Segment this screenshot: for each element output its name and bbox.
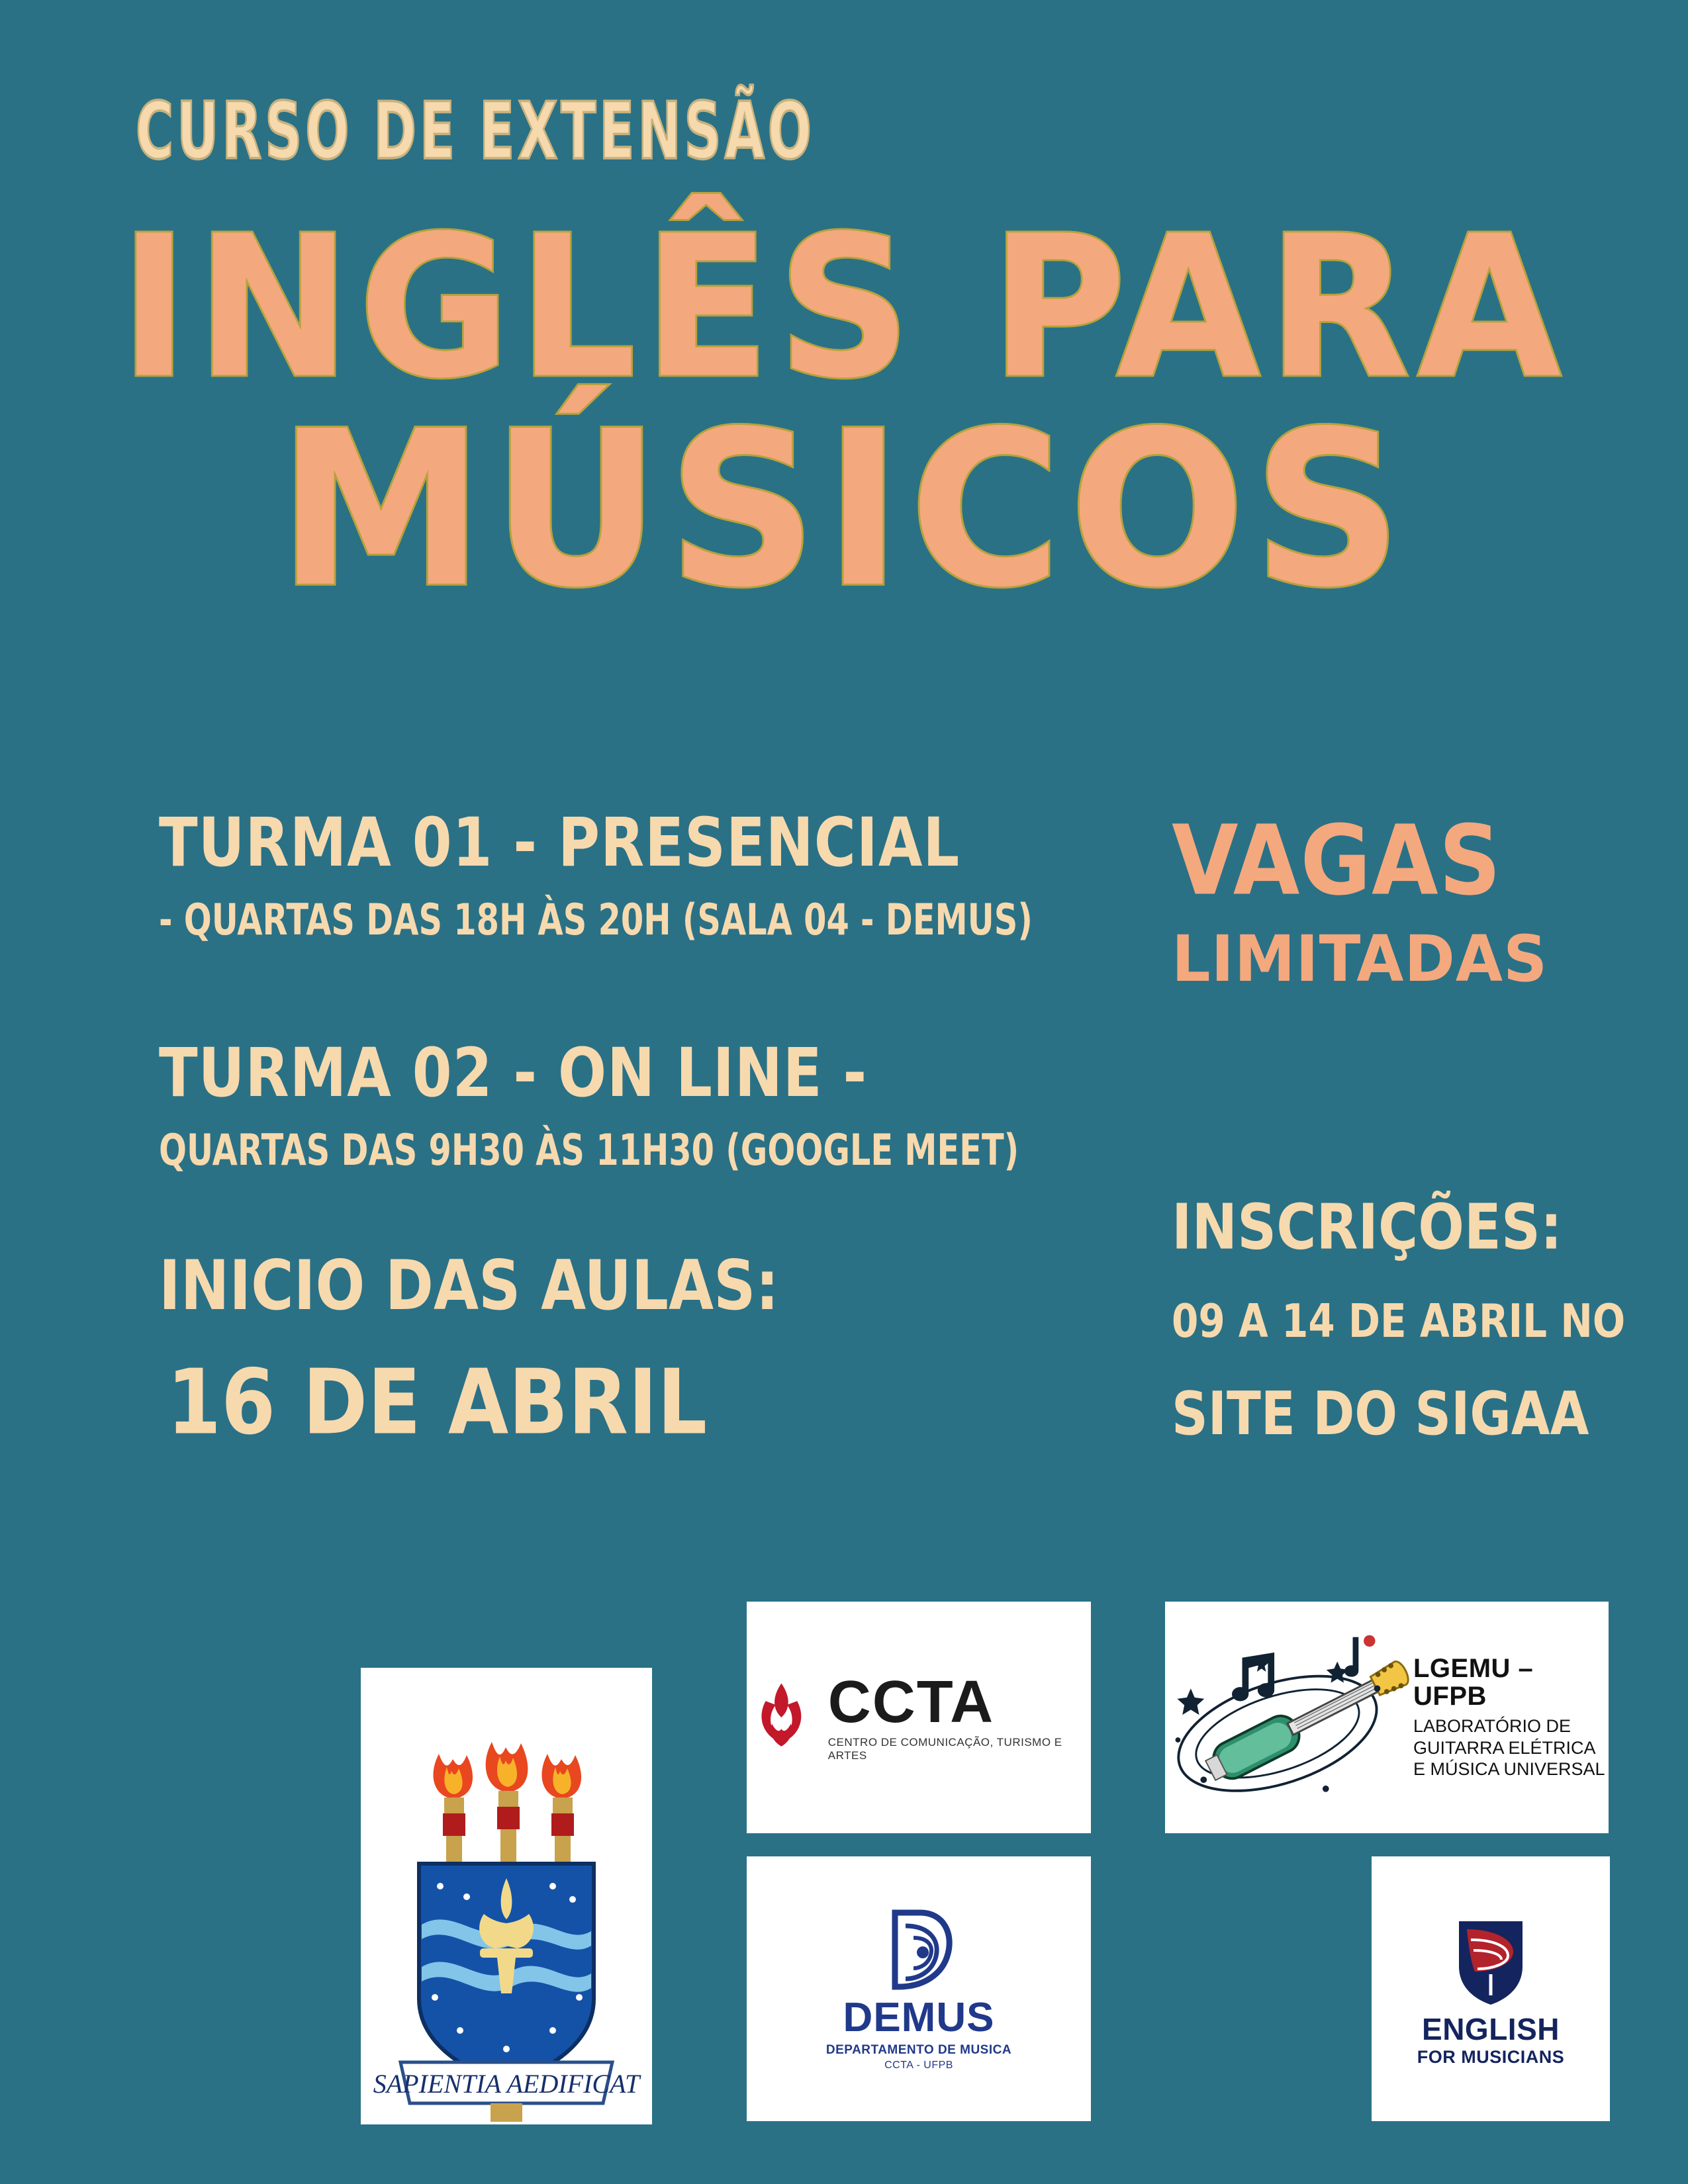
lgemu-guitar-orbit-icon [1165,1608,1409,1827]
title-line-2: MÚSICOS [278,385,1410,635]
course-kicker: CURSO DE EXTENSÃO [136,86,815,177]
turma-02-heading: TURMA 02 - ON LINE - [159,1034,868,1113]
start-label: INICIO DAS AULAS: [159,1245,779,1326]
poster-title [0,193,1688,635]
registration-dates: 09 A 14 DE ABRIL NO [1172,1294,1626,1348]
demus-institution: CCTA - UFPB [884,2060,953,2071]
demus-department: DEPARTAMENTO DE MUSICA [825,2043,1012,2057]
title-line-1: INGLÊS PARA [119,193,1569,422]
ccta-flame-icon [747,1678,816,1757]
seats-headline: VAGAS [1172,804,1502,917]
ufpb-motto: SAPIENTIA AEDIFICAT [373,2069,640,2099]
registration-column [1172,804,1662,1449]
demus-d-icon [879,1906,959,1992]
lgemu-line-3: E MÚSICA UNIVERSAL [1413,1759,1605,1780]
spacer [159,935,1006,1034]
ccta-logo [747,1602,1091,1833]
schedule-column [159,804,1033,1455]
lgemu-line-2: GUITARRA ELÉTRICA [1413,1737,1596,1758]
lgemu-line-1: LABORATÓRIO DE [1413,1716,1571,1737]
registration-label: INSCRIÇÕES: [1172,1191,1562,1264]
registration-site: SITE DO SIGAA [1172,1379,1589,1449]
lgemu-acronym: LGEMU – UFPB [1413,1654,1534,1711]
efm-line-1: ENGLISH [1422,2011,1560,2046]
ufpb-coat-of-arms-icon [361,1668,652,2124]
turma-02-details: QUARTAS DAS 9H30 ÀS 11H30 (GOOGLE MEET) [159,1126,1019,1175]
demus-logo [747,1856,1091,2121]
efm-shield-icon [1444,1911,1537,2010]
ccta-acronym: CCTA [827,1669,995,1735]
turma-01-details: - QUARTAS DAS 18H ÀS 20H (SALA 04 - DEMUS) [159,895,1033,945]
turma-01-heading: TURMA 01 - PRESENCIAL [159,804,961,882]
english-for-musicians-logo [1372,1856,1610,2121]
lgemu-logo [1165,1602,1609,1833]
seats-subheadline: LIMITADAS [1172,922,1548,997]
efm-line-2: FOR MUSICIANS [1417,2046,1565,2067]
demus-acronym: DEMUS [843,1995,995,2040]
start-date: 16 DE ABRIL [167,1349,708,1455]
ufpb-logo [361,1668,652,2124]
ccta-full-name: CENTRO DE COMUNICAÇÃO, TURISMO E ARTES [827,1736,1062,1762]
spacer [159,1165,1006,1245]
